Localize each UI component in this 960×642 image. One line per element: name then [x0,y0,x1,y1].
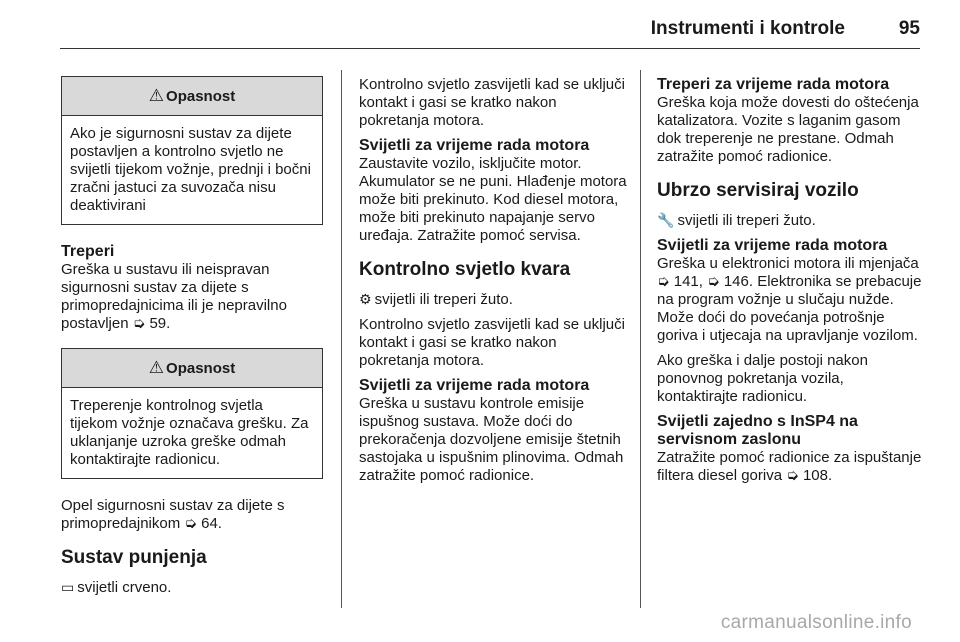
column-1 [61,76,323,604]
subheading: Treperi za vrijeme rada motora [657,76,890,93]
paragraph: Kontrolno svjetlo zasvijetli kad se uključi kontakt i gasi se kratko nakon pokretanja motora. [359,316,625,369]
warning-title: Opasnost [166,359,236,377]
column-divider [341,70,342,608]
paragraph [657,211,927,230]
paragraph-text: svijetli ili treperi žuto. [677,212,816,229]
page-title: Instrumenti i kontrole [650,18,845,39]
paragraph: Greška u sustavu ili neispravan sigurnosni sustav za dijete s primopredajnicima ili je nepravilno postavljen ➭ 59. [61,261,287,332]
battery-icon: ▭ [61,579,75,595]
subheading: Svijetli zajedno s InSP4 na servisnom zaslonu [657,413,858,448]
paragraph: Opel sigurnosni sustav za dijete s primopredajnikom ➭ 64. [61,497,285,532]
engine-icon: ⚙ [359,291,372,307]
warning-box [61,348,323,479]
warning-title: Opasnost [166,87,236,105]
paragraph: Greška koja može dovesti do oštećenja katalizatora. Vozite s laganim gasom dok treperenje ne prestane. Odmah zatražite pomoć radionice. [657,94,919,165]
wrench-icon: 🔧 [657,212,675,228]
column-2 [359,76,627,492]
page-number: 95 [898,18,920,39]
warning-text: Treperenje kontrolnog svjetla tijekom vožnje označava grešku. Za uklanjanje uzroka greške odmah kontaktirajte radionicu. [70,397,309,468]
warning-triangle-icon: ⚠ [148,358,165,377]
paragraph-text: svijetli ili treperi žuto. [374,291,513,308]
warning-header [62,77,322,116]
subheading: Svijetli za vrijeme rada motora [359,137,590,154]
paragraph: Kontrolno svjetlo zasvijetli kad se uključi kontakt i gasi se kratko nakon pokretanja motora. [359,76,625,129]
paragraph [61,578,323,597]
warning-header [62,349,322,388]
section-heading: Ubrzo servisiraj vozilo [657,180,859,201]
subheading: Svijetli za vrijeme rada motora [657,237,888,254]
paragraph-text: svijetli crveno. [77,579,172,596]
paragraph: Zaustavite vozilo, isključite motor. Akumulator se ne puni. Hlađenje motora može biti prekinuto. Kod diesel motora, može biti prekinuto napajanje servo uređaja. Zatražite pomoć servisa. [359,155,627,244]
warning-triangle-icon: ⚠ [148,86,165,105]
column-divider [640,70,641,608]
paragraph: Ako greška i dalje postoji nakon ponovnog pokretanja vozila, kontaktirajte radionicu. [657,352,868,405]
paragraph: Zatražite pomoć radionice za ispuštanje filtera diesel goriva ➭ 108. [657,449,922,484]
section-heading: Sustav punjenja [61,547,207,568]
column-3 [657,76,927,492]
page-header [60,14,920,49]
warning-text: Ako je sigurnosni sustav za dijete postavljen a kontrolno svjetlo ne svijetli tijekom vožnje, prednji i bočni zračni jastuci za suvozača nisu deaktivirani [70,125,311,214]
section-heading: Kontrolno svjetlo kvara [359,259,571,280]
subheading: Treperi [61,243,115,260]
subheading: Svijetli za vrijeme rada motora [359,377,590,394]
paragraph: Greška u sustavu kontrole emisije ispušnog sustava. Može doći do prekoračenja dozvoljene emisije štetnih sastojaka u ispušnim plinovima. Odmah zatražite pomoć radionice. [359,395,624,484]
warning-box [61,76,323,225]
watermark: carmanualsonline.info [720,612,912,633]
paragraph [359,290,627,309]
paragraph: Greška u elektronici motora ili mjenjača ➭ 141, ➭ 146. Elektronika se prebacuje na program vožnje u slučaju nužde. Može doći do povećanja potrošnje goriva i utjecaja na upravljanje vozilom. [657,255,922,344]
